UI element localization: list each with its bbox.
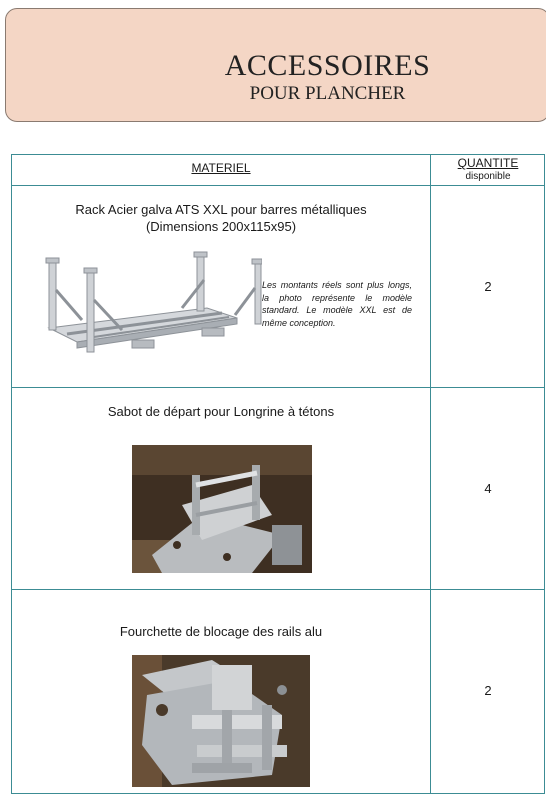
page-title: ACCESSOIRES (224, 49, 431, 82)
starter-shoe-image (132, 445, 312, 573)
page-subtitle: POUR PLANCHER (249, 83, 406, 104)
title-banner (5, 8, 546, 122)
header-quantity: QUANTITE (457, 156, 519, 170)
row1-title-line2: (Dimensions 200x115x95) (145, 219, 297, 234)
locking-fork-image (132, 655, 310, 787)
row3-quantity: 2 (484, 683, 492, 698)
header-material: MATERIEL (191, 161, 251, 175)
row2-title: Sabot de départ pour Longrine à tétons (107, 404, 335, 419)
row1-note: Les montants réels sont plus longs, la photo représente le modèle standard. Le modèle XXL est de même conception. (262, 280, 412, 328)
row2-quantity: 4 (484, 481, 492, 496)
row1-title-line1: Rack Acier galva ATS XXL pour barres métalliques (75, 202, 367, 217)
row1-title (12, 201, 430, 235)
row-divider-1 (12, 387, 544, 388)
row-divider-2 (12, 589, 544, 590)
steel-rack-image (37, 250, 262, 360)
row1-quantity: 2 (484, 279, 492, 294)
header-quantity-sub: disponible (465, 171, 511, 182)
accessories-table (11, 154, 545, 794)
row3-title: Fourchette de blocage des rails alu (119, 624, 323, 639)
header-divider (12, 185, 544, 186)
